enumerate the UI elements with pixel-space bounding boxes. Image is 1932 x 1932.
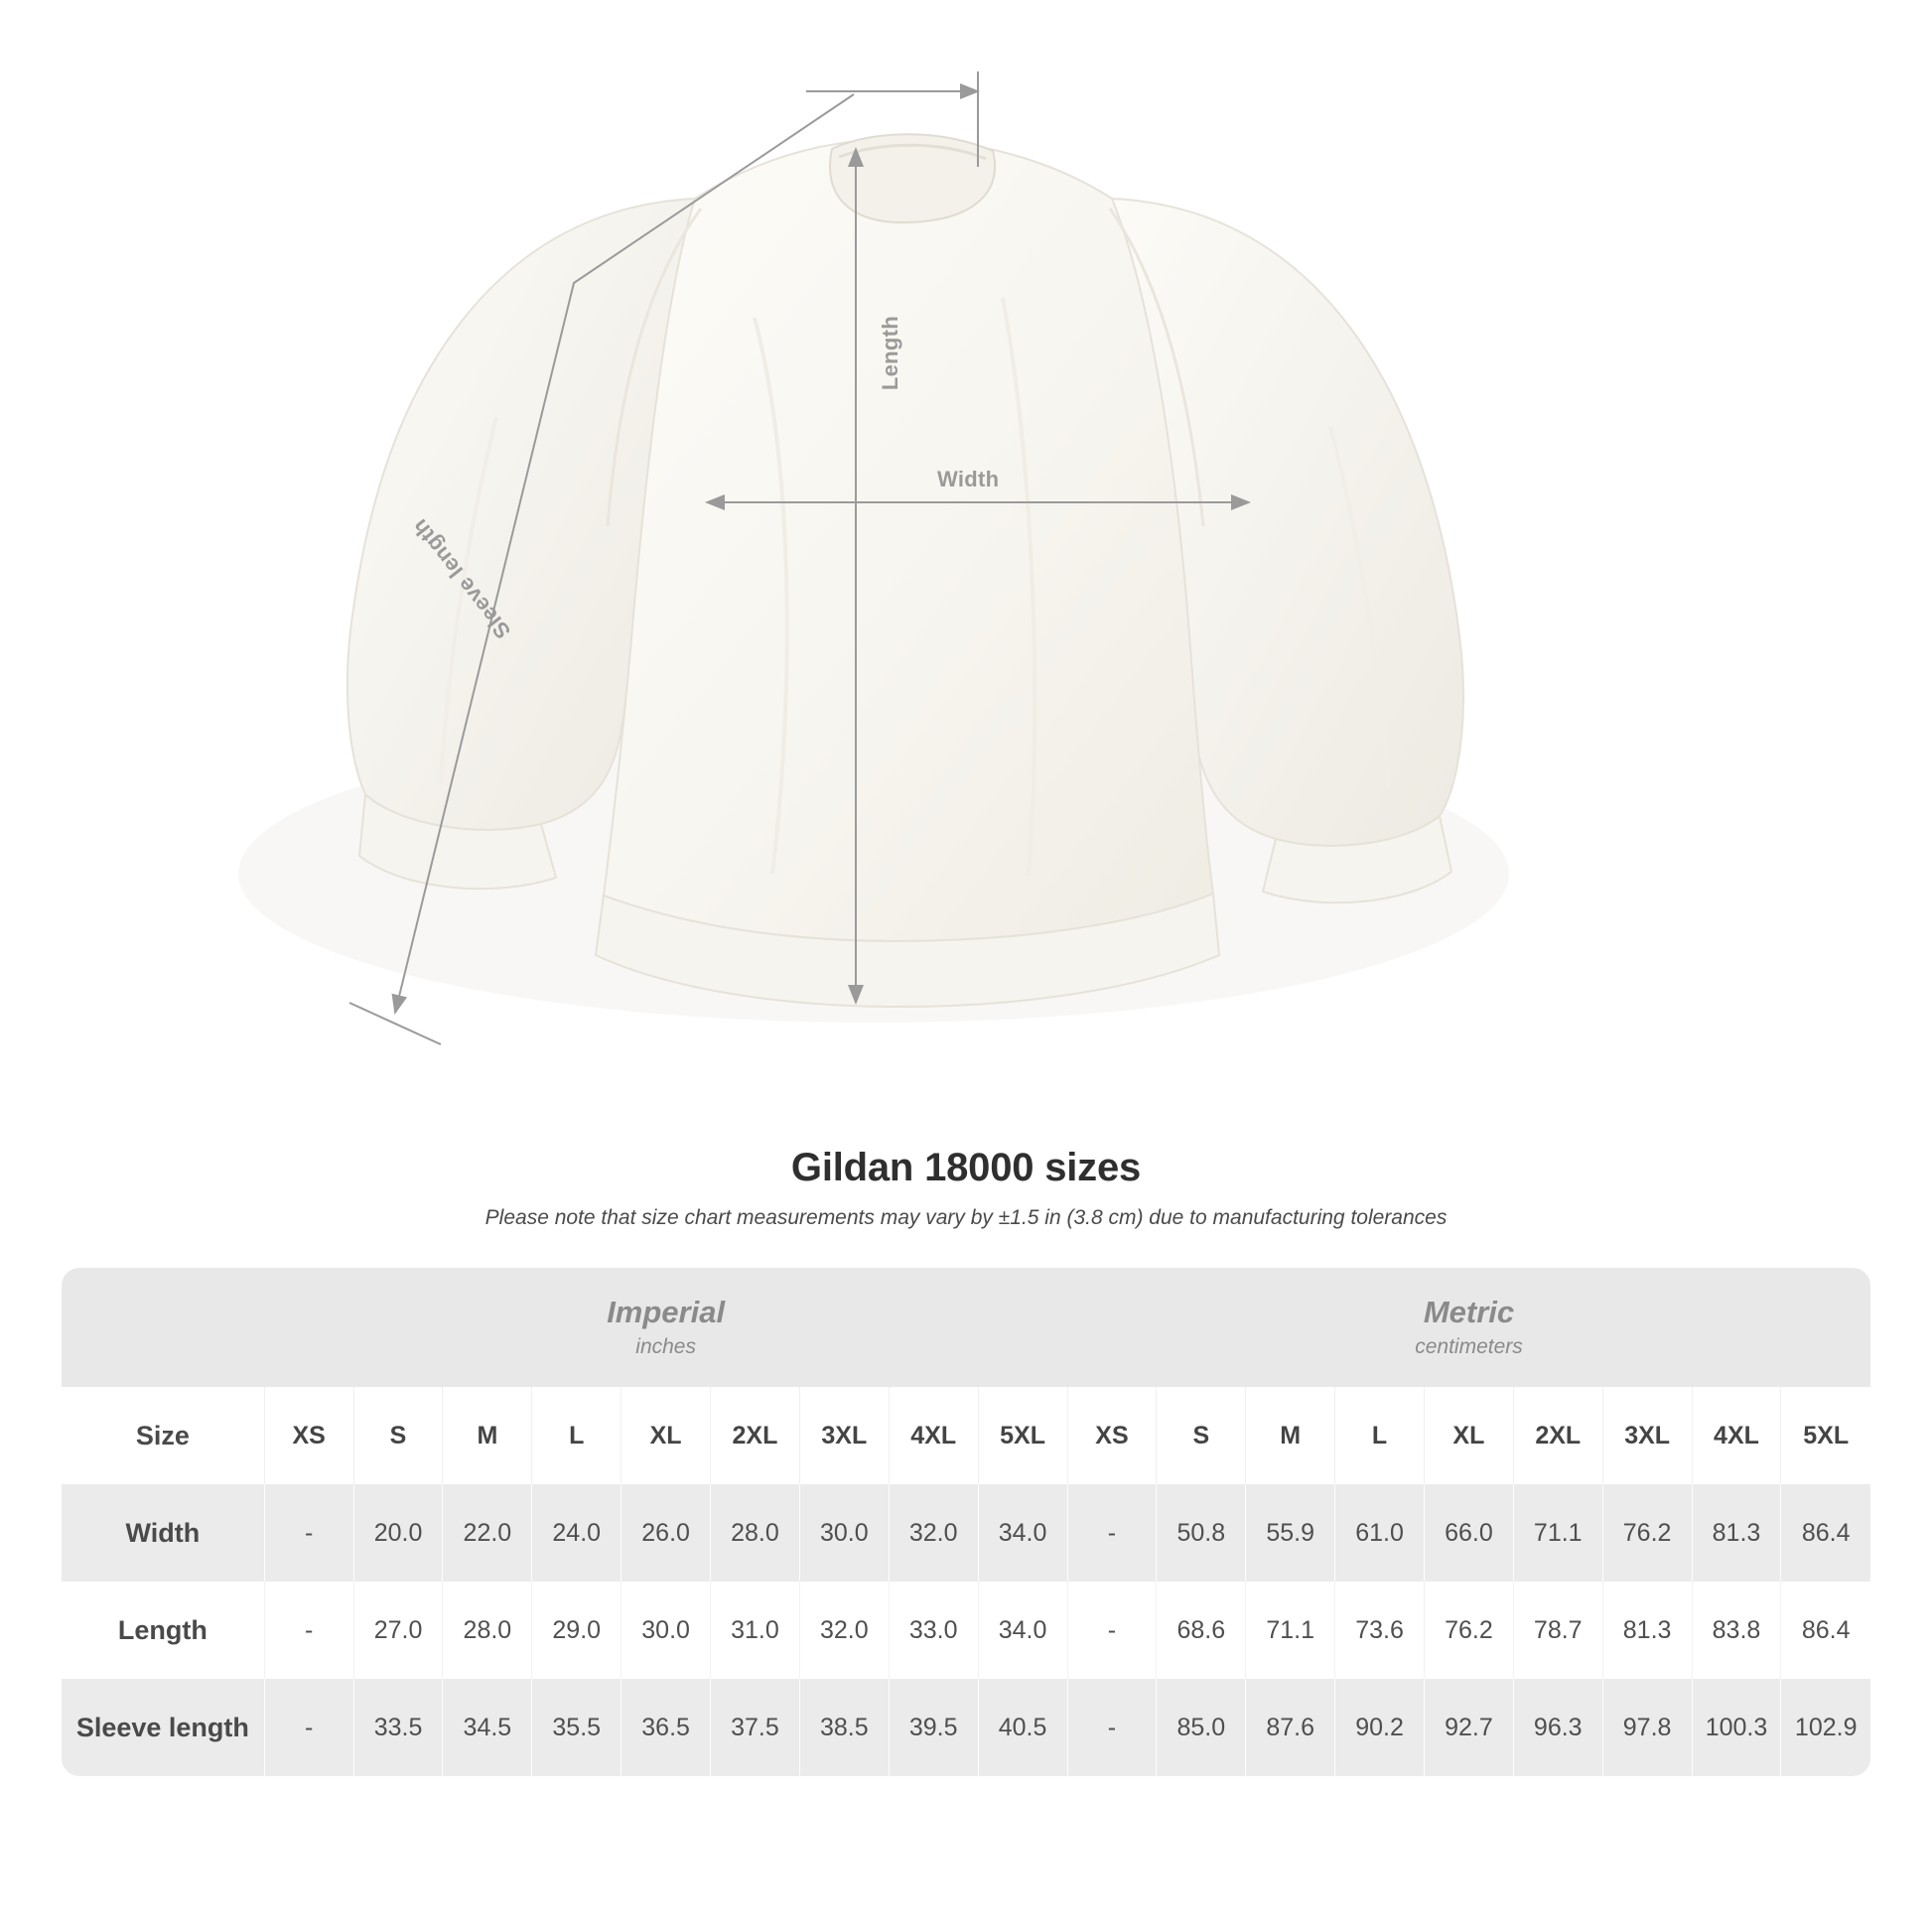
measurement-cell: - bbox=[1067, 1679, 1157, 1776]
measurement-cell: 55.9 bbox=[1246, 1484, 1335, 1582]
measurement-cell: 100.3 bbox=[1692, 1679, 1781, 1776]
size-header-cell-5xl: 5XL bbox=[1781, 1387, 1870, 1484]
measurement-cell: 90.2 bbox=[1335, 1679, 1425, 1776]
size-header-row bbox=[62, 1387, 1870, 1484]
unit-title: Metric bbox=[1423, 1294, 1515, 1329]
width-label: Width bbox=[937, 467, 1000, 491]
measurement-cell: 33.5 bbox=[353, 1679, 443, 1776]
measurement-cell: 22.0 bbox=[443, 1484, 532, 1582]
measurement-cell: 86.4 bbox=[1781, 1484, 1870, 1582]
size-column-label: Size bbox=[62, 1387, 264, 1484]
measurement-cell: 71.1 bbox=[1513, 1484, 1602, 1582]
unit-header-metric bbox=[1067, 1268, 1870, 1387]
measurement-cell: 50.8 bbox=[1157, 1484, 1246, 1582]
page-title: Gildan 18000 sizes bbox=[790, 1146, 1142, 1189]
size-header-cell-3xl: 3XL bbox=[1602, 1387, 1692, 1484]
length-label: Length bbox=[878, 316, 902, 391]
measurement-cell: 31.0 bbox=[711, 1582, 800, 1679]
measurement-cell: 83.8 bbox=[1692, 1582, 1781, 1679]
size-header-cell-m: M bbox=[443, 1387, 532, 1484]
tolerance-note: Please note that size chart measurements may vary by ±1.5 in (3.8 cm) due to manufacturing tolerances bbox=[484, 1206, 1448, 1229]
chart-heading bbox=[0, 1146, 1932, 1230]
size-header-cell-3xl: 3XL bbox=[799, 1387, 889, 1484]
measurement-cell: 20.0 bbox=[353, 1484, 443, 1582]
table-row bbox=[62, 1582, 1870, 1679]
measurement-cell: 68.6 bbox=[1157, 1582, 1246, 1679]
unit-title: Imperial bbox=[607, 1294, 726, 1329]
size-header-cell-l: L bbox=[532, 1387, 621, 1484]
measurement-cell: 73.6 bbox=[1335, 1582, 1425, 1679]
measurement-cell: 30.0 bbox=[621, 1582, 711, 1679]
measurement-cell: 76.2 bbox=[1424, 1582, 1513, 1679]
size-header-cell-m: M bbox=[1246, 1387, 1335, 1484]
size-header-cell-s: S bbox=[353, 1387, 443, 1484]
row-label-length: Length bbox=[62, 1582, 264, 1679]
measurement-cell: 78.7 bbox=[1513, 1582, 1602, 1679]
measurement-cell: 36.5 bbox=[621, 1679, 711, 1776]
size-header-cell-l: L bbox=[1335, 1387, 1425, 1484]
measurement-cell: - bbox=[1067, 1484, 1157, 1582]
size-header-cell-5xl: 5XL bbox=[978, 1387, 1067, 1484]
measurement-cell: 40.5 bbox=[978, 1679, 1067, 1776]
unit-header-imperial bbox=[264, 1268, 1067, 1387]
measurement-cell: 102.9 bbox=[1781, 1679, 1870, 1776]
row-label-width: Width bbox=[62, 1484, 264, 1582]
measurement-cell: - bbox=[264, 1484, 353, 1582]
measurement-cell: 33.0 bbox=[889, 1582, 978, 1679]
size-header-cell-s: S bbox=[1157, 1387, 1246, 1484]
measurement-cell: 39.5 bbox=[889, 1679, 978, 1776]
table-row bbox=[62, 1484, 1870, 1582]
size-header-cell-4xl: 4XL bbox=[889, 1387, 978, 1484]
measurement-cell: 34.5 bbox=[443, 1679, 532, 1776]
size-table-container bbox=[62, 1268, 1870, 1776]
measurement-cell: 76.2 bbox=[1602, 1484, 1692, 1582]
measurement-cell: 97.8 bbox=[1602, 1679, 1692, 1776]
measurement-cell: 34.0 bbox=[978, 1484, 1067, 1582]
measurement-cell: 28.0 bbox=[711, 1484, 800, 1582]
measurement-cell: 27.0 bbox=[353, 1582, 443, 1679]
measurement-cell: 66.0 bbox=[1424, 1484, 1513, 1582]
table-row bbox=[62, 1679, 1870, 1776]
size-header-cell-4xl: 4XL bbox=[1692, 1387, 1781, 1484]
sweatshirt-body bbox=[604, 139, 1213, 941]
measurement-cell: 35.5 bbox=[532, 1679, 621, 1776]
measurement-cell: 87.6 bbox=[1246, 1679, 1335, 1776]
row-label-sleeve-length: Sleeve length bbox=[62, 1679, 264, 1776]
size-header-cell-xl: XL bbox=[1424, 1387, 1513, 1484]
size-header-cell-2xl: 2XL bbox=[1513, 1387, 1602, 1484]
size-header-cell-xs: XS bbox=[1067, 1387, 1157, 1484]
measurement-cell: 86.4 bbox=[1781, 1582, 1870, 1679]
measurement-cell: 30.0 bbox=[799, 1484, 889, 1582]
measurement-cell: - bbox=[264, 1679, 353, 1776]
measurement-cell: 81.3 bbox=[1602, 1582, 1692, 1679]
size-table bbox=[62, 1268, 1870, 1776]
size-header-cell-2xl: 2XL bbox=[711, 1387, 800, 1484]
measurement-cell: 71.1 bbox=[1246, 1582, 1335, 1679]
measurement-cell: 26.0 bbox=[621, 1484, 711, 1582]
size-header-cell-xl: XL bbox=[621, 1387, 711, 1484]
measurement-cell: 81.3 bbox=[1692, 1484, 1781, 1582]
measurement-cell: 28.0 bbox=[443, 1582, 532, 1679]
measurement-cell: 92.7 bbox=[1424, 1679, 1513, 1776]
measurement-cell: 37.5 bbox=[711, 1679, 800, 1776]
unit-subtitle: inches bbox=[635, 1334, 696, 1358]
measurement-cell: 32.0 bbox=[799, 1582, 889, 1679]
measurement-cell: 85.0 bbox=[1157, 1679, 1246, 1776]
unit-subtitle: centimeters bbox=[1415, 1334, 1523, 1358]
measurement-cell: 61.0 bbox=[1335, 1484, 1425, 1582]
unit-banner-corner bbox=[62, 1268, 264, 1387]
measurement-cell: 29.0 bbox=[532, 1582, 621, 1679]
measurement-cell: - bbox=[1067, 1582, 1157, 1679]
unit-banner-row bbox=[62, 1268, 1870, 1387]
size-header-cell-xs: XS bbox=[264, 1387, 353, 1484]
measurement-cell: - bbox=[264, 1582, 353, 1679]
measurement-cell: 32.0 bbox=[889, 1484, 978, 1582]
measurement-cell: 34.0 bbox=[978, 1582, 1067, 1679]
measurement-cell: 96.3 bbox=[1513, 1679, 1602, 1776]
measurement-cell: 24.0 bbox=[532, 1484, 621, 1582]
measurement-cell: 38.5 bbox=[799, 1679, 889, 1776]
sleeve-length-label: Sleeve length bbox=[406, 514, 516, 644]
